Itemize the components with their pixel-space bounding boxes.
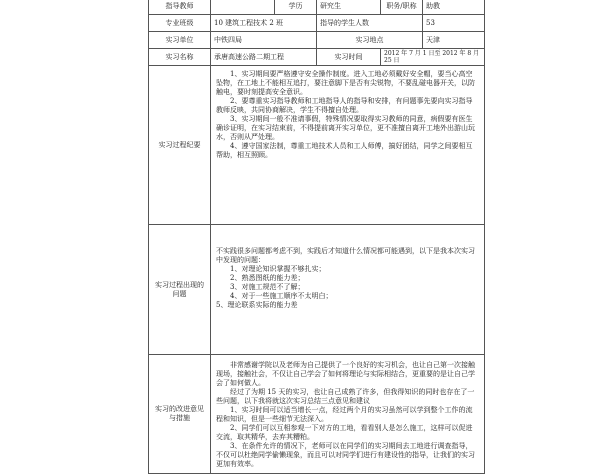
education-label: 学历	[275, 0, 317, 15]
unit-label: 实习单位	[149, 32, 211, 49]
title-value: 助教	[423, 0, 485, 15]
unit-value: 中铁四局	[211, 32, 317, 49]
education-value: 研究生	[317, 0, 381, 15]
process-summary-label: 实习过程纪要	[149, 66, 211, 225]
name-label: 实习名称	[149, 49, 211, 66]
paragraph: 1、实习时间可以适当增长一点，经过两个月的实习虽然可以学到整个工作的流程和知识，但是一些细节无法深入。	[216, 406, 473, 423]
paragraph: 3、在条件允许的情况下，老师可以在同学们的实习期间去工地进行调查指导，不仅可以杜绝同学偷懒现象，而且可以对同学们进行有建设性的指导，让我们的实习更加有效率。	[216, 442, 475, 468]
location-value: 天津	[423, 32, 485, 49]
paragraph: 3、实习期间一般不准请事假，特殊情况要取得实习教师的同意，病假要有医生确诊证明，在实习结束前，不得提前离开实习单位，更不准擅自离开工地外出游山玩水，否则从严处理。	[216, 115, 475, 141]
instructor-label: 指导教师	[149, 0, 211, 15]
list-item: 4、对于一些施工顺序不太明白；	[230, 292, 333, 300]
suggestions-label: 实习的改进意见与措施	[149, 355, 211, 474]
paragraph: 非常感谢学院以及老师为自己提供了一个良好的实习机会，也让自己第一次接触现场，接触社会，不仅让自己学会了如何将理论与实际相结合，更重要的是让自己学会了如何做人。	[216, 361, 475, 387]
list-item: 1、对理论知识掌握不够扎实；	[230, 265, 326, 273]
paragraph: 经过了为期 15 天的实习，也让自己成熟了许多，但我得知识的同时也存在了一些问题，以下我将就这次实习总结三点意见和建议	[216, 388, 475, 405]
paragraph: 不实践很多问题都考虑不到，实践后才知道什么情况都可能遇到，以下是我本次实习中发现的问题：	[216, 247, 475, 264]
list-item: 5、理论联系实际的能力差	[216, 301, 298, 309]
location-label: 实习地点	[317, 32, 423, 49]
time-value: 2012 年 7 月 1 日至 2012 年 8 月 25 日	[381, 49, 485, 66]
paragraph: 2、要尊重实习指导教师和工地指导人的指导和安排，有问题事先要向实习指导教师反映，共同协商解决，学生不得擅自处理。	[216, 97, 473, 114]
student-count-value: 53	[423, 15, 485, 32]
row-process-summary	[149, 66, 485, 225]
suggestions-content	[211, 355, 485, 474]
paragraph: 4、遵守国家法制，尊重工地技术人员和工人师傅，搞好团结，同学之间要相互帮助，相互照顾。	[216, 142, 473, 159]
class-label: 专业班级	[149, 15, 211, 32]
class-value: 10 建筑工程技术 2 班	[211, 15, 317, 32]
row-name	[149, 49, 485, 66]
problems-label: 实习过程出现的问题	[149, 225, 211, 355]
process-summary-content	[211, 66, 485, 225]
paragraph: 2、同学们可以互相参观一下对方的工地，看看别人是怎么施工，这样可以促进交流，取其精华，去弃其糟粕。	[216, 424, 473, 441]
row-instructor	[149, 0, 485, 15]
name-value: 承唐高速公路二期工程	[211, 49, 317, 66]
student-count-label: 指导的学生人数	[317, 15, 423, 32]
internship-record-table	[148, 0, 485, 474]
time-label: 实习时间	[317, 49, 381, 66]
list-item: 2、熟悉图纸的能力差；	[230, 274, 305, 282]
row-class	[149, 15, 485, 32]
list-item: 3、对施工规范不了解；	[230, 283, 305, 291]
row-problems	[149, 225, 485, 355]
title-label: 职务/职称	[381, 0, 423, 15]
instructor-name	[211, 0, 275, 15]
row-unit	[149, 32, 485, 49]
paragraph: 1、实习期间要严格遵守安全操作制度。进入工地必须戴好安全帽，要当心高空坠物，在工地上不能相互追打，要注意脚下是否有尖锐物，不要乱碰电器开关，以防触电，要时刻提高安全意识。	[216, 70, 475, 96]
problems-content	[211, 225, 485, 355]
row-suggestions	[149, 355, 485, 474]
